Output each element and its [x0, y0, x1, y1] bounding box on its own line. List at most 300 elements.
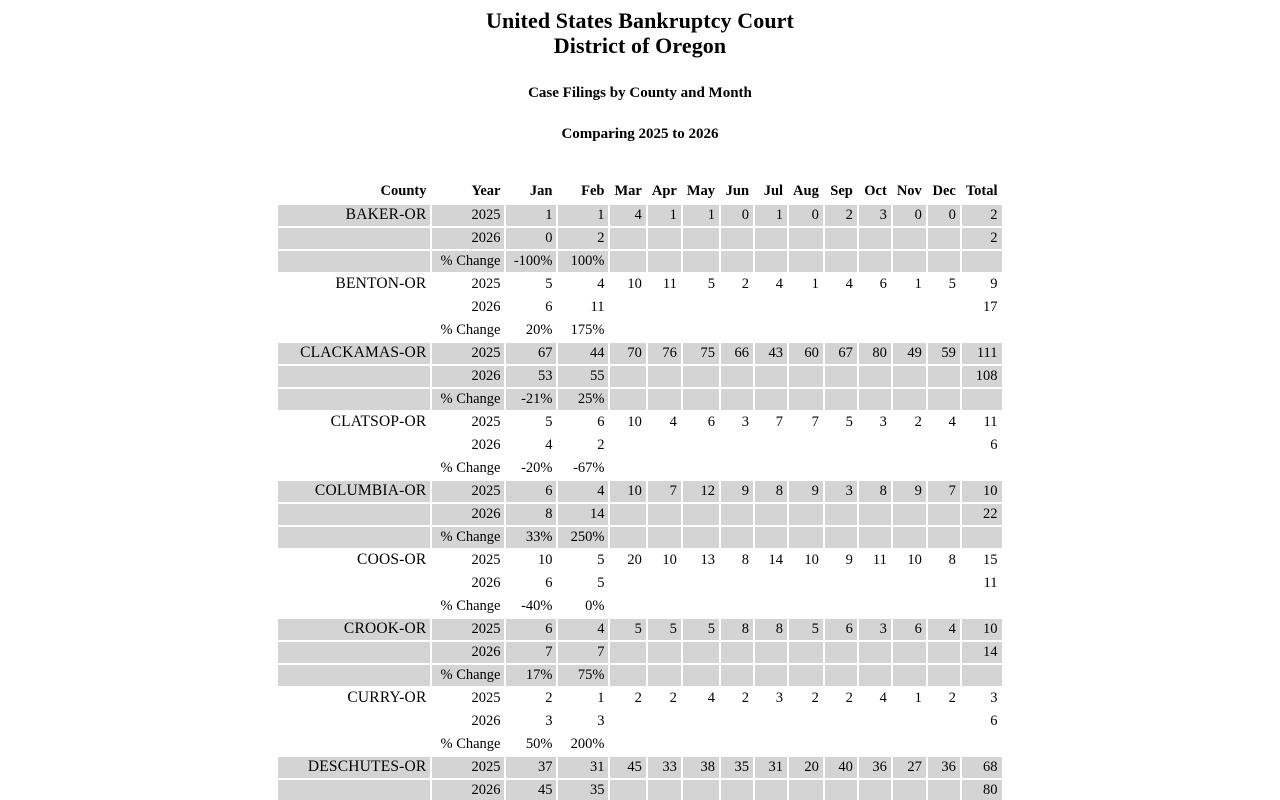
month-value-cell: 5 [597, 552, 605, 568]
month-value-cell [928, 366, 960, 387]
month-value-cell: 1 [914, 690, 922, 706]
month-value-cell: 33% [506, 527, 556, 548]
month-value-cell [721, 458, 753, 479]
county-name-cell: BENTON-OR [335, 275, 427, 292]
month-value-cell: 11 [662, 276, 677, 292]
month-value-cell [859, 251, 891, 272]
month-value-cell [928, 665, 960, 686]
month-value-cell: 10 [627, 414, 642, 430]
month-value-cell [683, 458, 719, 479]
month-value-cell [683, 435, 719, 456]
month-value-cell [789, 297, 823, 318]
year-cell: 2026 [432, 642, 504, 663]
report-subtitle: Case Filings by County and Month [528, 85, 752, 101]
month-value-cell [859, 734, 891, 755]
month-value-cell [789, 527, 823, 548]
month-value-cell: 55 [558, 366, 608, 387]
county-empty-cell [278, 734, 430, 755]
month-value-cell: 27 [893, 757, 926, 778]
total-value-cell: 2 [962, 228, 1002, 249]
month-value-cell: 6 [506, 619, 556, 640]
month-value-cell [648, 320, 681, 341]
header-month-mar: Mar [614, 183, 642, 199]
month-value-cell [859, 458, 891, 479]
month-value-cell [683, 527, 719, 548]
month-value-cell: 67 [825, 343, 857, 364]
county-empty-cell [278, 527, 430, 548]
pct-change-label-cell: % Change [440, 322, 501, 338]
month-value-cell [610, 366, 645, 387]
month-value-cell: 53 [506, 366, 556, 387]
month-value-cell [893, 665, 926, 686]
header-month-apr: Apr [651, 183, 677, 199]
month-value-cell: 7 [648, 481, 681, 502]
month-value-cell [648, 596, 681, 617]
table-row [278, 297, 1001, 318]
month-value-cell: 75% [558, 665, 608, 686]
month-value-cell [928, 297, 960, 318]
month-value-cell [610, 642, 645, 663]
total-value-cell: 10 [962, 481, 1002, 502]
year-cell: 2025 [471, 690, 501, 706]
county-empty-cell [278, 711, 430, 732]
month-value-cell [928, 228, 960, 249]
total-value-cell: 108 [962, 366, 1002, 387]
month-value-cell [928, 780, 960, 800]
total-value-cell: 111 [962, 343, 1002, 364]
month-value-cell: 4 [558, 619, 608, 640]
month-value-cell: 38 [683, 757, 719, 778]
county-empty-cell [278, 596, 430, 617]
month-value-cell [610, 665, 645, 686]
month-value-cell [683, 228, 719, 249]
month-value-cell: 37 [506, 757, 556, 778]
total-value-cell [962, 320, 1002, 341]
total-value-cell: 6 [990, 437, 998, 453]
table-row [278, 435, 1001, 456]
month-value-cell [721, 504, 753, 525]
month-value-cell: 4 [669, 414, 677, 430]
year-cell: 2026 [471, 713, 501, 729]
month-value-cell [683, 596, 719, 617]
month-value-cell [648, 711, 681, 732]
month-value-cell: 2 [669, 690, 677, 706]
month-value-cell [893, 228, 926, 249]
month-value-cell [610, 389, 645, 410]
total-value-cell: 80 [962, 780, 1002, 800]
month-value-cell [859, 596, 891, 617]
year-cell: 2025 [432, 757, 504, 778]
month-value-cell: 2 [914, 414, 922, 430]
county-empty-cell [278, 573, 430, 594]
month-value-cell: -21% [506, 389, 556, 410]
month-value-cell: 75 [683, 343, 719, 364]
month-value-cell [755, 389, 787, 410]
county-empty-cell [278, 642, 430, 663]
month-value-cell: 4 [545, 437, 553, 453]
month-value-cell: 10 [907, 552, 922, 568]
month-value-cell [859, 527, 891, 548]
year-cell: 2025 [432, 619, 504, 640]
page-title [0, 8, 1280, 58]
month-value-cell [721, 642, 753, 663]
table-row [278, 343, 1001, 364]
month-value-cell: 1 [811, 276, 819, 292]
total-value-cell [962, 251, 1002, 272]
month-value-cell [859, 573, 891, 594]
month-value-cell [610, 596, 645, 617]
month-value-cell [721, 320, 753, 341]
month-value-cell: 200% [570, 736, 605, 752]
month-value-cell: 36 [859, 757, 891, 778]
month-value-cell: 4 [597, 276, 605, 292]
month-value-cell: 7 [928, 481, 960, 502]
month-value-cell [893, 642, 926, 663]
month-value-cell: 59 [928, 343, 960, 364]
table-row [278, 734, 1001, 755]
month-value-cell [859, 297, 891, 318]
month-value-cell [825, 251, 857, 272]
table-row [278, 228, 1001, 249]
header-total: Total [965, 183, 998, 199]
month-value-cell [755, 780, 787, 800]
month-value-cell: 10 [537, 552, 553, 568]
month-value-cell: 2 [545, 690, 553, 706]
month-value-cell [789, 504, 823, 525]
month-value-cell: 6 [545, 575, 553, 591]
month-value-cell: 0 [893, 205, 926, 226]
month-value-cell: 0 [789, 205, 823, 226]
county-name-cell: CROOK-OR [278, 619, 430, 640]
total-value-cell: 68 [962, 757, 1002, 778]
month-value-cell: 10 [662, 552, 677, 568]
month-value-cell [825, 320, 857, 341]
month-value-cell: 20 [789, 757, 823, 778]
month-value-cell: 70 [610, 343, 645, 364]
month-value-cell: 100% [558, 251, 608, 272]
total-value-cell [962, 527, 1002, 548]
month-value-cell: 0 [506, 228, 556, 249]
month-value-cell: 4 [948, 414, 956, 430]
county-empty-cell [278, 366, 430, 387]
total-value-cell: 17 [983, 299, 998, 315]
pct-change-label-cell: % Change [440, 460, 501, 476]
table-row [278, 642, 1001, 663]
month-value-cell: 250% [558, 527, 608, 548]
month-value-cell: 50% [525, 736, 553, 752]
month-value-cell: 2 [948, 690, 956, 706]
header-month-jun: Jun [725, 183, 750, 199]
month-value-cell [683, 251, 719, 272]
county-empty-cell [278, 435, 430, 456]
month-value-cell [789, 734, 823, 755]
total-value-cell: 15 [983, 552, 998, 568]
month-value-cell: 7 [558, 642, 608, 663]
month-value-cell: 4 [558, 481, 608, 502]
month-value-cell: 1 [755, 205, 787, 226]
month-value-cell [610, 527, 645, 548]
month-value-cell [928, 458, 960, 479]
county-name-cell: CURRY-OR [347, 689, 427, 706]
month-value-cell: 10 [804, 552, 819, 568]
county-empty-cell [278, 320, 430, 341]
month-value-cell [928, 251, 960, 272]
month-value-cell: -100% [506, 251, 556, 272]
month-value-cell [859, 780, 891, 800]
month-value-cell: 31 [558, 757, 608, 778]
total-value-cell [962, 665, 1002, 686]
pct-change-label-cell: % Change [440, 598, 501, 614]
month-value-cell: 2 [845, 690, 853, 706]
month-value-cell [825, 228, 857, 249]
year-cell: 2025 [432, 343, 504, 364]
month-value-cell: 5 [683, 619, 719, 640]
total-value-cell: 10 [962, 619, 1002, 640]
title-line-1: United States Bankruptcy Court [486, 8, 794, 33]
month-value-cell [928, 734, 960, 755]
month-value-cell [859, 228, 891, 249]
month-value-cell: -67% [573, 460, 605, 476]
month-value-cell [859, 665, 891, 686]
month-value-cell [721, 711, 753, 732]
month-value-cell: 0% [585, 598, 605, 614]
month-value-cell [893, 780, 926, 800]
month-value-cell [859, 435, 891, 456]
month-value-cell [683, 780, 719, 800]
year-cell: 2026 [471, 437, 501, 453]
month-value-cell: 3 [775, 690, 784, 706]
table-row [278, 550, 1001, 571]
county-empty-cell [278, 665, 430, 686]
month-value-cell: 25% [558, 389, 608, 410]
month-value-cell [683, 504, 719, 525]
month-value-cell [721, 435, 753, 456]
month-value-cell: 2 [558, 228, 608, 249]
month-value-cell [893, 366, 926, 387]
month-value-cell: 13 [700, 552, 716, 568]
month-value-cell: 4 [775, 276, 784, 292]
month-value-cell [610, 504, 645, 525]
month-value-cell [825, 596, 857, 617]
total-value-cell: 9 [990, 276, 998, 292]
month-value-cell [683, 665, 719, 686]
total-value-cell [962, 458, 1002, 479]
header-month-nov: Nov [896, 183, 922, 199]
month-value-cell: 2 [634, 690, 642, 706]
table-row [278, 665, 1001, 686]
month-value-cell: 14 [768, 552, 784, 568]
month-value-cell [859, 711, 891, 732]
month-value-cell [610, 458, 645, 479]
month-value-cell [789, 596, 823, 617]
month-value-cell: 8 [859, 481, 891, 502]
county-name-cell: CLACKAMAS-OR [278, 343, 430, 364]
month-value-cell [755, 458, 787, 479]
month-value-cell: 1 [597, 690, 605, 706]
month-value-cell [683, 711, 719, 732]
month-value-cell [610, 320, 645, 341]
title-line-2: District of Oregon [553, 33, 727, 58]
month-value-cell: 2 [825, 205, 857, 226]
month-value-cell [755, 504, 787, 525]
month-value-cell [928, 711, 960, 732]
county-name-cell: COOS-OR [357, 551, 427, 568]
month-value-cell [755, 573, 787, 594]
month-value-cell [825, 458, 857, 479]
month-value-cell: 8 [721, 619, 753, 640]
total-value-cell: 11 [983, 414, 998, 430]
month-value-cell: 5 [545, 276, 553, 292]
month-value-cell: 7 [506, 642, 556, 663]
month-value-cell [683, 573, 719, 594]
month-value-cell: 10 [627, 276, 642, 292]
pct-change-label-cell: % Change [432, 665, 504, 686]
month-value-cell [683, 734, 719, 755]
month-value-cell: 4 [610, 205, 645, 226]
month-value-cell [755, 320, 787, 341]
month-value-cell [893, 711, 926, 732]
header-month-dec: Dec [932, 183, 956, 199]
month-value-cell: 6 [506, 481, 556, 502]
month-value-cell: 6 [825, 619, 857, 640]
month-value-cell [721, 228, 753, 249]
county-name-cell: CLATSOP-OR [330, 413, 427, 430]
month-value-cell [789, 320, 823, 341]
year-cell: 2026 [432, 228, 504, 249]
month-value-cell [859, 320, 891, 341]
county-empty-cell [278, 504, 430, 525]
pct-change-label-cell: % Change [432, 389, 504, 410]
month-value-cell: 3 [545, 713, 553, 729]
month-value-cell [755, 297, 787, 318]
month-value-cell: 0 [928, 205, 960, 226]
month-value-cell: 43 [755, 343, 787, 364]
month-value-cell [648, 573, 681, 594]
month-value-cell [825, 711, 857, 732]
month-value-cell [928, 642, 960, 663]
month-value-cell [721, 665, 753, 686]
month-value-cell [928, 527, 960, 548]
month-value-cell: 2 [597, 437, 605, 453]
case-filings-table [276, 179, 1003, 800]
month-value-cell [648, 734, 681, 755]
month-value-cell [825, 665, 857, 686]
county-name-cell: DESCHUTES-OR [278, 757, 430, 778]
month-value-cell: 1 [558, 205, 608, 226]
month-value-cell: 8 [755, 619, 787, 640]
table-row [278, 573, 1001, 594]
month-value-cell: 45 [506, 780, 556, 800]
county-empty-cell [278, 780, 430, 800]
month-value-cell: 76 [648, 343, 681, 364]
month-value-cell [893, 504, 926, 525]
month-value-cell: 5 [707, 276, 716, 292]
month-value-cell [928, 573, 960, 594]
month-value-cell [610, 711, 645, 732]
month-value-cell: 0 [721, 205, 753, 226]
month-value-cell: 1 [506, 205, 556, 226]
month-value-cell: 8 [948, 552, 956, 568]
month-value-cell [825, 734, 857, 755]
month-value-cell [825, 504, 857, 525]
month-value-cell: 60 [789, 343, 823, 364]
month-value-cell: 10 [610, 481, 645, 502]
month-value-cell [721, 251, 753, 272]
month-value-cell [755, 734, 787, 755]
month-value-cell: 4 [845, 276, 853, 292]
month-value-cell: 80 [859, 343, 891, 364]
month-value-cell [755, 642, 787, 663]
table-row [278, 251, 1001, 272]
year-cell: 2026 [432, 780, 504, 800]
report-comparison-label: Comparing 2025 to 2026 [561, 126, 719, 142]
month-value-cell [789, 642, 823, 663]
month-value-cell: 5 [648, 619, 681, 640]
month-value-cell [825, 389, 857, 410]
month-value-cell [610, 251, 645, 272]
month-value-cell [755, 228, 787, 249]
year-cell: 2025 [471, 414, 501, 430]
month-value-cell [721, 389, 753, 410]
month-value-cell [648, 504, 681, 525]
table-row [278, 366, 1001, 387]
table-row [278, 274, 1001, 295]
month-value-cell: 4 [879, 690, 887, 706]
month-value-cell: 6 [545, 299, 553, 315]
month-value-cell [648, 251, 681, 272]
month-value-cell [825, 642, 857, 663]
month-value-cell: 1 [648, 205, 681, 226]
month-value-cell [721, 573, 753, 594]
pct-change-label-cell: % Change [432, 527, 504, 548]
pct-change-label-cell: % Change [440, 736, 501, 752]
total-value-cell: 11 [983, 575, 998, 591]
month-value-cell: 6 [893, 619, 926, 640]
month-value-cell [825, 366, 857, 387]
month-value-cell [928, 504, 960, 525]
month-value-cell [893, 251, 926, 272]
month-value-cell [610, 734, 645, 755]
month-value-cell: 2 [741, 276, 750, 292]
month-value-cell: 1 [914, 276, 922, 292]
month-value-cell: 35 [558, 780, 608, 800]
month-value-cell: -20% [521, 460, 553, 476]
month-value-cell: 17% [506, 665, 556, 686]
month-value-cell [610, 780, 645, 800]
month-value-cell [893, 297, 926, 318]
total-value-cell: 2 [962, 205, 1002, 226]
month-value-cell [789, 780, 823, 800]
month-value-cell [683, 389, 719, 410]
month-value-cell [789, 573, 823, 594]
month-value-cell: 5 [545, 414, 553, 430]
total-value-cell: 22 [962, 504, 1002, 525]
table-row [278, 711, 1001, 732]
month-value-cell [893, 596, 926, 617]
month-value-cell [648, 389, 681, 410]
month-value-cell: 4 [707, 690, 716, 706]
month-value-cell: 67 [506, 343, 556, 364]
month-value-cell [648, 458, 681, 479]
county-empty-cell [278, 389, 430, 410]
month-value-cell [721, 596, 753, 617]
table-row [278, 596, 1001, 617]
year-cell: 2025 [471, 552, 501, 568]
month-value-cell [648, 642, 681, 663]
month-value-cell: 11 [590, 299, 605, 315]
table-row [278, 205, 1001, 226]
month-value-cell [683, 366, 719, 387]
